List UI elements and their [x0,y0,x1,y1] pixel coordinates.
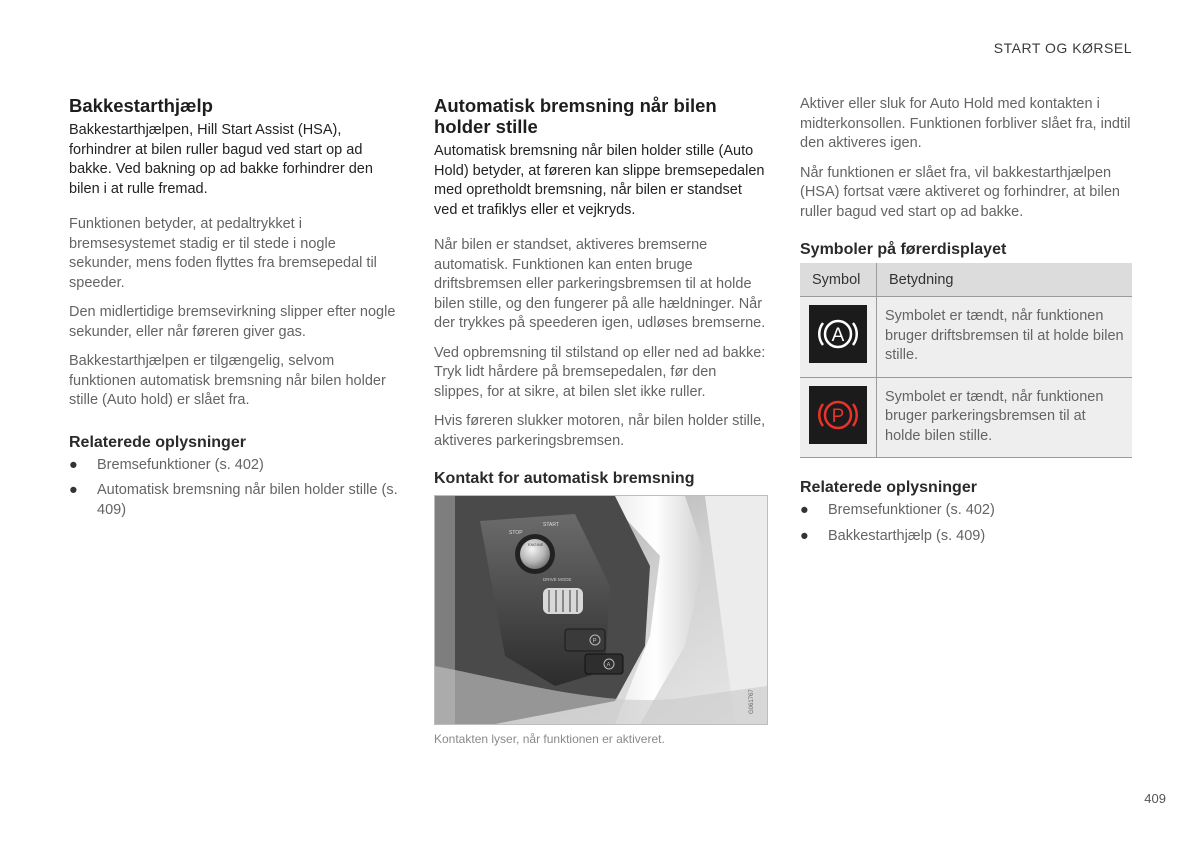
body-paragraph: Når bilen er standset, aktiveres bremserne automatisk. Funktionen kan enten bruge driftsbremsen eller parkeringsbremsen til at holde bilen stille, og den fungerer på alle hældninger. Når der trykkes på speederen igen, udløses bremserne. [434,237,766,331]
svg-text:A: A [606,662,611,669]
svg-text:P: P [831,405,845,427]
lead-paragraph: Bakkestarthjælpen, Hill Start Assist (HSA), forhindrer at bilen ruller bagud ved start op ad bakke. Ved bakning op ad bakke forhindrer den bilen i at rulle fremad. [69,122,373,197]
body-paragraph: Hvis føreren slukker motoren, når bilen holder stille, aktiveres parkeringsbremsen. [434,413,766,449]
related-info-heading: Relaterede oplysninger [800,479,977,496]
related-link[interactable]: ● Bakkestarthjælp (s. 409) [800,527,1132,547]
related-link[interactable]: ● Bremsefunktioner (s. 402) [69,456,399,476]
body-paragraph: Aktiver eller sluk for Auto Hold med kontakten i midterkonsollen. Funktionen forbliver slået fra, indtil den aktiveres igen. [800,96,1131,151]
related-link[interactable]: ● Bremsefunktioner (s. 402) [800,501,1132,521]
console-illustration [435,496,767,724]
symbols-heading: Symboler på førerdisplayet [800,241,1007,258]
symbol-description: Symbolet er tændt, når funktionen bruger driftsbremsen til at holde bilen stille. [877,297,1133,378]
svg-text:P: P [592,638,597,645]
bullet-icon: ● [800,502,809,518]
section-title: Bakkestarthjælp [69,95,213,116]
svg-text:ENGINE: ENGINE [528,542,544,547]
bullet-icon: ● [69,456,78,473]
body-paragraph: Den midlertidige bremsevirkning slipper efter nogle sekunder, eller når føreren giver gas. [69,304,396,340]
photo-caption: Kontakten lyser, når funktionen er aktiveret. [434,732,665,746]
auto-hold-switch [585,654,623,674]
column-activation [800,95,1132,552]
body-paragraph: Når funktionen er slået fra, vil bakkestarthjælpen (HSA) fortsat være aktiveret og forhindrer, at bilen ruller bagud ved start op ad bakke. [800,164,1120,220]
svg-text:DRIVE MODE: DRIVE MODE [543,577,572,582]
body-paragraph: Ved opbremsning til stilstand op eller ned ad bakke: Tryk lidt hårdere på bremsepedalen, før den slippes, for at sikre, at bilen slet ikke ruller. [434,344,766,400]
running-header: START OG KØRSEL [993,40,1132,56]
parking-brake-icon [809,386,867,444]
column-header-symbol: Symbol [800,263,877,297]
related-link[interactable]: ● Automatisk bremsning når bilen holder stille (s. 409) [69,482,398,518]
page-number: 409 [1144,791,1166,806]
table-row [800,297,1132,378]
column-auto-hold [434,95,768,746]
body-paragraph: Funktionen betyder, at pedaltrykket i bremsesystemet stadig er til stede i nogle sekunder, mens foden flyttes fra bremsepedal til speeder. [69,216,377,291]
lead-paragraph: Automatisk bremsning når bilen holder stille (Auto Hold) betyder, at føreren kan slippe bremsepedalen med opretholdt bremsning, når bilen er standset ved et trafiklys eller et vejkryds. [434,143,765,218]
auto-hold-icon [809,305,867,363]
svg-text:A: A [831,325,845,346]
center-console-photo [434,495,768,725]
parking-brake-switch [565,629,605,651]
column-hill-start-assist [69,95,399,526]
drive-mode-roller [543,588,583,614]
related-info-heading: Relaterede oplysninger [69,433,246,451]
bullet-icon: ● [800,527,809,544]
body-paragraph: Bakkestarthjælpen er tilgængelig, selvom funktionen automatisk bremsning når bilen holder stille (Auto hold) er slået fra. [69,353,386,408]
related-links-list [69,456,399,521]
table-row [800,377,1132,458]
subheading: Kontakt for automatisk bremsning [434,470,695,487]
symbol-description: Symbolet er tændt, når funktionen bruger parkeringsbremsen til at holde bilen stille. [877,377,1133,458]
column-header-meaning: Betydning [877,263,1133,297]
bullet-icon: ● [69,482,78,498]
image-id: G061767 [749,689,755,714]
related-links-list [800,501,1132,546]
svg-text:START: START [543,522,559,528]
svg-text:STOP: STOP [509,530,523,536]
section-title: Automatisk bremsning når bilen holder stille [434,95,717,137]
symbols-table [800,263,1132,458]
